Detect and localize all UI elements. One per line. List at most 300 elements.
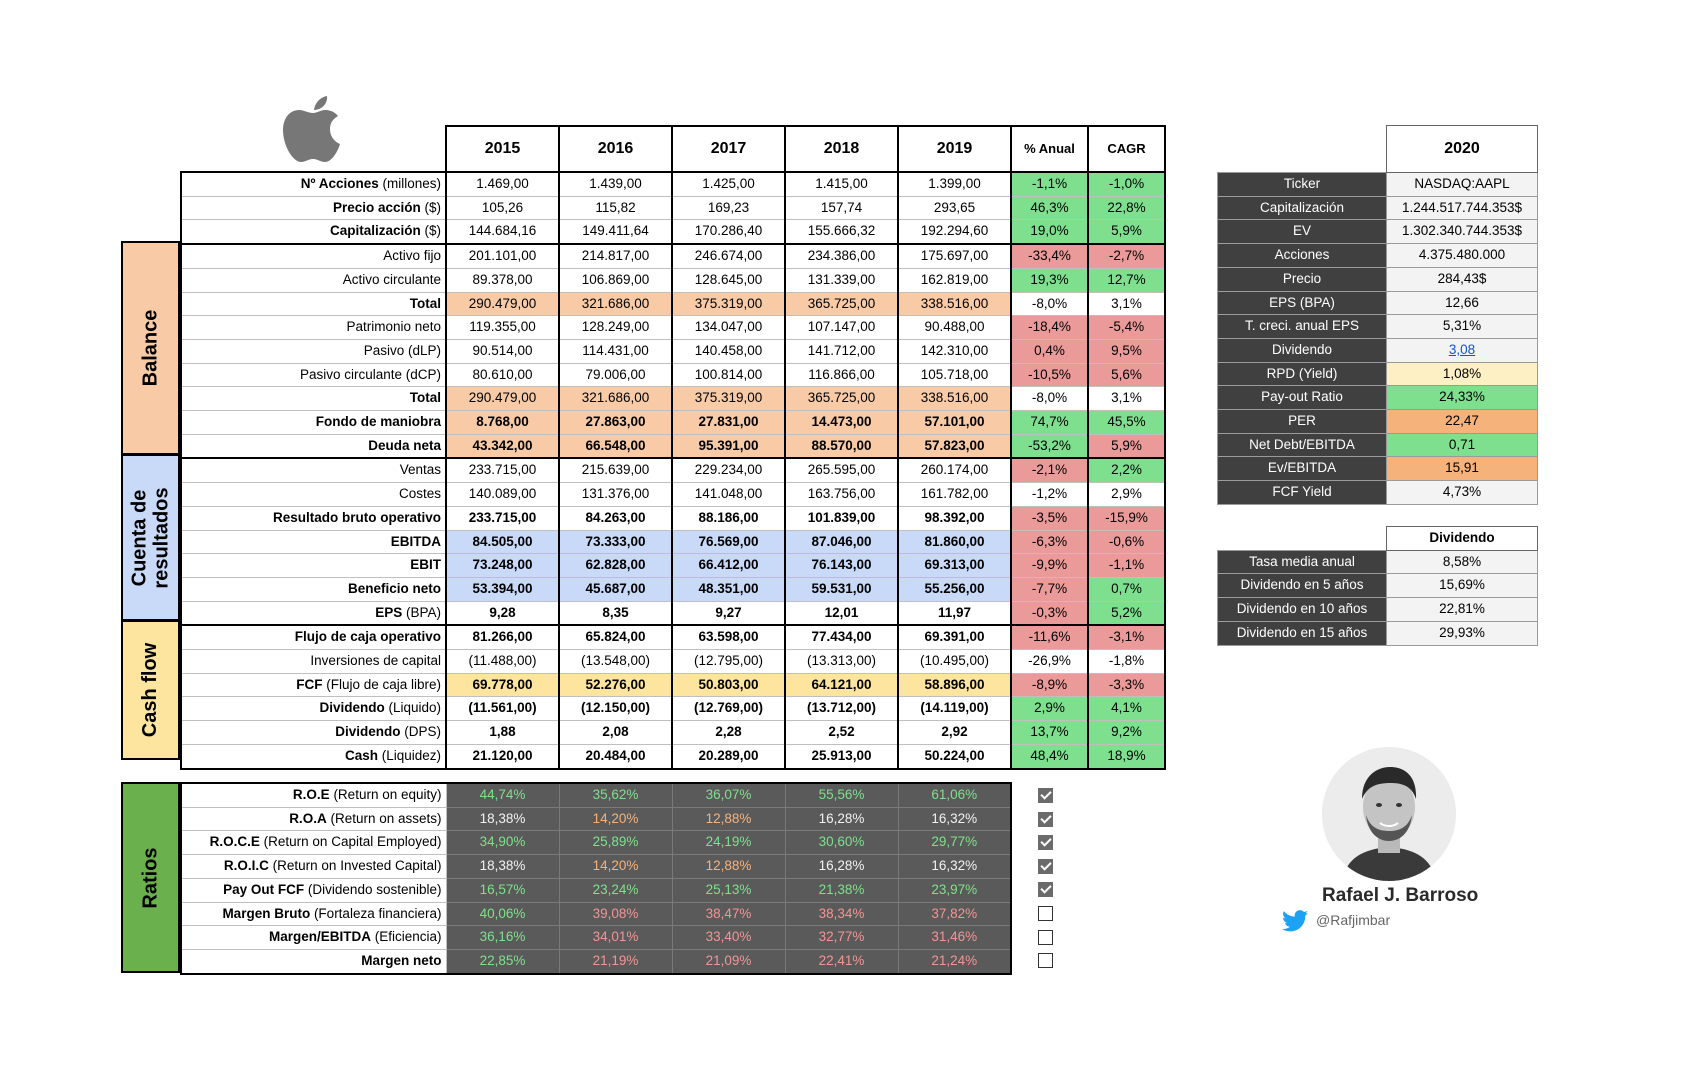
cagr-cell: 4,1% <box>1088 697 1165 721</box>
anual-cell: 74,7% <box>1011 411 1088 435</box>
value-cell: 43.342,00 <box>446 434 559 458</box>
summary-row <box>1218 410 1538 434</box>
table-row <box>181 411 1165 435</box>
value-cell: 162.819,00 <box>898 268 1011 292</box>
value-cell: 20.484,00 <box>559 744 672 768</box>
ratio-value: 35,62% <box>559 783 672 807</box>
value-cell: (12.769,00) <box>672 697 785 721</box>
value-cell: 25.913,00 <box>785 744 898 768</box>
ratio-label-main: R.O.A <box>289 810 327 826</box>
row-label <box>181 268 446 292</box>
row-label <box>181 292 446 316</box>
year-header: 2016 <box>559 126 672 172</box>
table-row <box>181 172 1165 196</box>
ratio-label-main: R.O.E <box>292 787 330 802</box>
ratio-value: 33,40% <box>672 926 785 950</box>
ratio-value: 34,90% <box>446 831 559 855</box>
ratio-checkbox[interactable] <box>1038 812 1053 827</box>
row-label-suffix: (Liquido) <box>384 700 441 716</box>
value-cell: 163.756,00 <box>785 483 898 507</box>
value-cell: 57.101,00 <box>898 411 1011 435</box>
value-cell: 157,74 <box>785 196 898 220</box>
summary-key: RPD (Yield) <box>1218 362 1387 386</box>
cagr-cell: -0,6% <box>1088 530 1165 554</box>
ratio-row <box>181 855 1011 879</box>
summary-row <box>1218 338 1538 362</box>
ratio-row <box>181 878 1011 902</box>
ratio-label <box>181 878 446 902</box>
cagr-cell: 18,9% <box>1088 744 1165 768</box>
ratio-value: 21,38% <box>785 878 898 902</box>
value-cell: 2,28 <box>672 721 785 745</box>
value-cell: 20.289,00 <box>672 744 785 768</box>
value-cell: 1,88 <box>446 721 559 745</box>
value-cell: 9,28 <box>446 601 559 625</box>
summary-value: 24,33% <box>1387 386 1538 410</box>
value-cell: 215.639,00 <box>559 458 672 482</box>
table-row <box>181 697 1165 721</box>
value-cell: 106.869,00 <box>559 268 672 292</box>
value-cell: 69.778,00 <box>446 673 559 697</box>
value-cell: (12.795,00) <box>672 650 785 674</box>
row-label-main: Precio acción <box>332 199 421 215</box>
dividend-value: 8,58% <box>1387 550 1538 574</box>
dividend-row <box>1218 621 1538 645</box>
ratio-label <box>181 926 446 950</box>
cagr-cell: 3,1% <box>1088 292 1165 316</box>
value-cell: 161.782,00 <box>898 483 1011 507</box>
dividend-link[interactable]: 3,08 <box>1387 338 1538 362</box>
value-cell: 65.824,00 <box>559 625 672 649</box>
row-label-main: Dividendo <box>335 724 401 740</box>
row-label-main: Activo fijo <box>383 248 441 264</box>
cagr-cell: 5,6% <box>1088 363 1165 387</box>
table-row <box>181 363 1165 387</box>
value-cell: (14.119,00) <box>898 697 1011 721</box>
row-label-main: Total <box>409 295 441 311</box>
anual-cell: 19,3% <box>1011 268 1088 292</box>
ratio-label <box>181 902 446 926</box>
anual-cell: 13,7% <box>1011 721 1088 745</box>
value-cell: 229.234,00 <box>672 458 785 482</box>
value-cell: 375.319,00 <box>672 292 785 316</box>
summary-key: Ticker <box>1218 173 1387 197</box>
value-cell: 365.725,00 <box>785 387 898 411</box>
row-label-main: EBIT <box>410 557 441 573</box>
value-cell: 192.294,60 <box>898 220 1011 244</box>
value-cell: (11.488,00) <box>446 650 559 674</box>
ratio-value: 12,88% <box>672 807 785 831</box>
value-cell: 290.479,00 <box>446 387 559 411</box>
row-label-main: Pasivo (dLP) <box>363 342 441 358</box>
value-cell: 81.266,00 <box>446 625 559 649</box>
ratio-checkbox[interactable] <box>1038 788 1053 803</box>
value-cell: 57.823,00 <box>898 434 1011 458</box>
author-name: Rafael J. Barroso <box>1322 885 1479 906</box>
ratio-row <box>181 949 1011 973</box>
ratio-row <box>181 807 1011 831</box>
anual-cell: -1,1% <box>1011 172 1088 196</box>
ratio-label <box>181 949 446 973</box>
value-cell: 80.610,00 <box>446 363 559 387</box>
summary-value: 4,73% <box>1387 481 1538 505</box>
table-row <box>181 625 1165 649</box>
row-label <box>181 220 446 244</box>
summary-row <box>1218 291 1538 315</box>
value-cell: 1.469,00 <box>446 172 559 196</box>
value-cell: 265.595,00 <box>785 458 898 482</box>
dividend-table <box>1217 526 1538 646</box>
ratio-checkbox[interactable] <box>1038 882 1053 897</box>
value-cell: (13.313,00) <box>785 650 898 674</box>
financial-table <box>180 125 1166 770</box>
summary-key: Net Debt/EBITDA <box>1218 433 1387 457</box>
row-label-main: Patrimonio neto <box>346 319 441 335</box>
value-cell: 14.473,00 <box>785 411 898 435</box>
table-row <box>181 196 1165 220</box>
value-cell: 246.674,00 <box>672 244 785 268</box>
row-label <box>181 363 446 387</box>
ratio-value: 18,38% <box>446 807 559 831</box>
value-cell: 233.715,00 <box>446 458 559 482</box>
value-cell: 90.514,00 <box>446 339 559 363</box>
row-label <box>181 483 446 507</box>
row-label <box>181 697 446 721</box>
summary-value: 22,47 <box>1387 410 1538 434</box>
ratio-value: 24,19% <box>672 831 785 855</box>
value-cell: 1.415,00 <box>785 172 898 196</box>
ratio-value: 44,74% <box>446 783 559 807</box>
ratio-value: 18,38% <box>446 855 559 879</box>
anual-cell: -9,9% <box>1011 554 1088 578</box>
value-cell: 321.686,00 <box>559 387 672 411</box>
cagr-cell: 12,7% <box>1088 268 1165 292</box>
value-cell: 76.143,00 <box>785 554 898 578</box>
anual-cell: -8,0% <box>1011 292 1088 316</box>
cagr-cell: -1,0% <box>1088 172 1165 196</box>
anual-cell: 19,0% <box>1011 220 1088 244</box>
ratio-label <box>181 831 446 855</box>
value-cell: 45.687,00 <box>559 577 672 601</box>
value-cell: 338.516,00 <box>898 292 1011 316</box>
row-label-main: Nº Acciones <box>300 176 379 191</box>
value-cell: 76.569,00 <box>672 530 785 554</box>
ratio-label-main: R.O.C.E <box>209 834 260 850</box>
ratio-value: 21,24% <box>898 949 1011 973</box>
summary-value: 284,43$ <box>1387 267 1538 291</box>
summary-row <box>1218 457 1538 481</box>
row-label <box>181 172 446 196</box>
ratio-value: 25,89% <box>559 831 672 855</box>
row-label <box>181 577 446 601</box>
summary-value: 12,66 <box>1387 291 1538 315</box>
anual-cell: -26,9% <box>1011 650 1088 674</box>
row-label-main: Ventas <box>399 462 441 478</box>
value-cell: 90.488,00 <box>898 316 1011 340</box>
dividend-value: 15,69% <box>1387 574 1538 598</box>
dividend-header: Dividendo <box>1387 527 1538 551</box>
value-cell: 95.391,00 <box>672 434 785 458</box>
row-label <box>181 721 446 745</box>
table-row <box>181 673 1165 697</box>
value-cell: 69.313,00 <box>898 554 1011 578</box>
summary-key: Precio <box>1218 267 1387 291</box>
anual-cell: -8,9% <box>1011 673 1088 697</box>
summary-row <box>1218 386 1538 410</box>
value-cell: 11,97 <box>898 601 1011 625</box>
table-row <box>181 268 1165 292</box>
ratio-checkbox[interactable] <box>1038 930 1053 945</box>
value-cell: 12,01 <box>785 601 898 625</box>
row-label <box>181 387 446 411</box>
row-label-main: Total <box>409 390 441 406</box>
summary-row <box>1218 433 1538 457</box>
ratio-value: 23,24% <box>559 878 672 902</box>
row-label <box>181 601 446 625</box>
row-label-main: Inversiones de capital <box>310 653 441 669</box>
anual-cell: 48,4% <box>1011 744 1088 768</box>
anual-cell: -6,3% <box>1011 530 1088 554</box>
ratio-label-suffix: (Return on Invested Capital) <box>268 858 442 874</box>
dividend-row <box>1218 550 1538 574</box>
value-cell: 128.249,00 <box>559 316 672 340</box>
summary-key: FCF Yield <box>1218 481 1387 505</box>
cagr-cell: 5,2% <box>1088 601 1165 625</box>
cagr-cell: -3,3% <box>1088 673 1165 697</box>
ratio-label <box>181 807 446 831</box>
summary-key: EV <box>1218 220 1387 244</box>
ratio-label-main: Margen Bruto <box>222 905 311 921</box>
dividend-key: Dividendo en 10 años <box>1218 598 1387 622</box>
cagr-cell: 5,9% <box>1088 434 1165 458</box>
table-row <box>181 244 1165 268</box>
ratio-checkbox[interactable] <box>1038 906 1053 921</box>
summary-key: Capitalización <box>1218 196 1387 220</box>
table-row <box>181 434 1165 458</box>
ratio-value: 34,01% <box>559 926 672 950</box>
value-cell: 134.047,00 <box>672 316 785 340</box>
ratio-label-suffix: (Dividendo sostenible) <box>304 881 442 897</box>
value-cell: 107.147,00 <box>785 316 898 340</box>
cagr-cell: 9,2% <box>1088 721 1165 745</box>
ratio-value: 16,28% <box>785 855 898 879</box>
ratio-value: 21,09% <box>672 949 785 973</box>
ratio-value: 22,41% <box>785 949 898 973</box>
value-cell: 1.425,00 <box>672 172 785 196</box>
row-label-main: Flujo de caja operativo <box>294 629 441 645</box>
value-cell: 155.666,32 <box>785 220 898 244</box>
value-cell: 100.814,00 <box>672 363 785 387</box>
row-label <box>181 316 446 340</box>
value-cell: 115,82 <box>559 196 672 220</box>
value-cell: 170.286,40 <box>672 220 785 244</box>
value-cell: 119.355,00 <box>446 316 559 340</box>
ratio-label-main: R.O.I.C <box>223 858 269 874</box>
row-label-main: EBITDA <box>390 533 441 549</box>
ratio-value: 32,77% <box>785 926 898 950</box>
value-cell: 234.386,00 <box>785 244 898 268</box>
ratio-checkbox[interactable] <box>1038 953 1053 968</box>
table-row <box>181 292 1165 316</box>
summary-header-spacer <box>1218 126 1387 173</box>
section-resultados <box>121 454 180 621</box>
author-handle[interactable]: @Rafjimbar <box>1316 912 1391 928</box>
value-cell: 73.333,00 <box>559 530 672 554</box>
value-cell: 128.645,00 <box>672 268 785 292</box>
year-header: 2017 <box>672 126 785 172</box>
cagr-cell: 3,1% <box>1088 387 1165 411</box>
ratio-label-suffix: (Return on equity) <box>329 787 442 802</box>
ratio-value: 16,28% <box>785 807 898 831</box>
ratio-label <box>181 855 446 879</box>
dividend-header-spacer <box>1218 527 1387 551</box>
section-resultados-label: Cuenta de resultados <box>128 486 173 589</box>
summary-value: 1.244.517.744.353$ <box>1387 196 1538 220</box>
ratios-table <box>180 782 1012 975</box>
value-cell: 84.505,00 <box>446 530 559 554</box>
summary-row <box>1218 362 1538 386</box>
dividend-key: Dividendo en 5 años <box>1218 574 1387 598</box>
row-label-main: Costes <box>398 486 441 502</box>
row-label-main: FCF <box>296 676 323 692</box>
dividend-key: Dividendo en 15 años <box>1218 621 1387 645</box>
value-cell: 290.479,00 <box>446 292 559 316</box>
value-cell: 321.686,00 <box>559 292 672 316</box>
summary-row <box>1218 481 1538 505</box>
value-cell: 84.263,00 <box>559 506 672 530</box>
row-label <box>181 744 446 768</box>
value-cell: (12.150,00) <box>559 697 672 721</box>
value-cell: 77.434,00 <box>785 625 898 649</box>
author-avatar <box>1322 747 1456 881</box>
anual-cell: -18,4% <box>1011 316 1088 340</box>
table-row <box>181 530 1165 554</box>
ratio-value: 37,82% <box>898 902 1011 926</box>
cagr-cell: -3,1% <box>1088 625 1165 649</box>
value-cell: 2,52 <box>785 721 898 745</box>
row-label-main: Capitalización <box>329 223 421 239</box>
value-cell: 89.378,00 <box>446 268 559 292</box>
ratio-value: 22,85% <box>446 949 559 973</box>
summary-year: 2020 <box>1387 126 1538 173</box>
value-cell: 116.866,00 <box>785 363 898 387</box>
row-label <box>181 673 446 697</box>
section-balance: Balance <box>121 241 180 455</box>
value-cell: 50.224,00 <box>898 744 1011 768</box>
ratio-value: 30,60% <box>785 831 898 855</box>
row-label-main: Resultado bruto operativo <box>272 509 441 525</box>
section-cashflow: Cash flow <box>121 620 180 760</box>
value-cell: 175.697,00 <box>898 244 1011 268</box>
year-header: 2019 <box>898 126 1011 172</box>
ratio-value: 36,16% <box>446 926 559 950</box>
ratio-checkbox[interactable] <box>1038 835 1053 850</box>
value-cell: 98.392,00 <box>898 506 1011 530</box>
summary-key: T. creci. anual EPS <box>1218 315 1387 339</box>
summary-key: PER <box>1218 410 1387 434</box>
ratio-label-suffix: (Eficiencia) <box>370 929 442 945</box>
value-cell: 55.256,00 <box>898 577 1011 601</box>
value-cell: 63.598,00 <box>672 625 785 649</box>
ratio-label-suffix: (Fortaleza financiera) <box>310 905 442 921</box>
cagr-cell: -15,9% <box>1088 506 1165 530</box>
row-label-main: Pasivo circulante (dCP) <box>299 366 441 382</box>
table-row <box>181 744 1165 768</box>
value-cell: 144.684,16 <box>446 220 559 244</box>
table-row <box>181 506 1165 530</box>
ratio-value: 21,19% <box>559 949 672 973</box>
value-cell: 27.863,00 <box>559 411 672 435</box>
value-cell: 66.548,00 <box>559 434 672 458</box>
table-row <box>181 721 1165 745</box>
value-cell: 142.310,00 <box>898 339 1011 363</box>
ratio-value: 40,06% <box>446 902 559 926</box>
value-cell: 81.860,00 <box>898 530 1011 554</box>
ratio-value: 55,56% <box>785 783 898 807</box>
value-cell: 2,92 <box>898 721 1011 745</box>
ratio-value: 25,13% <box>672 878 785 902</box>
ratio-value: 38,47% <box>672 902 785 926</box>
anual-cell: 2,9% <box>1011 697 1088 721</box>
value-cell: 201.101,00 <box>446 244 559 268</box>
header-spacer <box>181 126 446 172</box>
ratio-value: 36,07% <box>672 783 785 807</box>
table-row <box>181 458 1165 482</box>
row-label <box>181 339 446 363</box>
cagr-cell: 9,5% <box>1088 339 1165 363</box>
ratio-checkbox[interactable] <box>1038 859 1053 874</box>
cagr-cell: -1,8% <box>1088 650 1165 674</box>
ratio-value: 14,20% <box>559 807 672 831</box>
value-cell: 48.351,00 <box>672 577 785 601</box>
summary-table <box>1217 125 1538 505</box>
row-label <box>181 411 446 435</box>
table-row <box>181 387 1165 411</box>
row-label-suffix: ($) <box>420 223 441 239</box>
dividend-value: 22,81% <box>1387 598 1538 622</box>
cagr-cell: 45,5% <box>1088 411 1165 435</box>
summary-row <box>1218 173 1538 197</box>
row-label <box>181 506 446 530</box>
anual-cell: -53,2% <box>1011 434 1088 458</box>
cagr-header: CAGR <box>1088 126 1165 172</box>
value-cell: 149.411,64 <box>559 220 672 244</box>
cagr-cell: 0,7% <box>1088 577 1165 601</box>
row-label-main: Beneficio neto <box>347 580 441 596</box>
dividend-row <box>1218 598 1538 622</box>
row-label <box>181 458 446 482</box>
value-cell: 88.570,00 <box>785 434 898 458</box>
value-cell: 140.089,00 <box>446 483 559 507</box>
row-label-suffix: ($) <box>420 199 441 215</box>
value-cell: 2,08 <box>559 721 672 745</box>
anual-header: % Anual <box>1011 126 1088 172</box>
cagr-cell: 22,8% <box>1088 196 1165 220</box>
summary-key: Acciones <box>1218 244 1387 268</box>
table-row <box>181 650 1165 674</box>
dividend-key: Tasa media anual <box>1218 550 1387 574</box>
anual-cell: 0,4% <box>1011 339 1088 363</box>
ratio-label-suffix: (Return on assets) <box>326 810 442 826</box>
row-label <box>181 434 446 458</box>
row-label-suffix: (Liquidez) <box>377 747 441 763</box>
year-header: 2015 <box>446 126 559 172</box>
row-label <box>181 554 446 578</box>
value-cell: 233.715,00 <box>446 506 559 530</box>
cagr-cell: 2,9% <box>1088 483 1165 507</box>
ratio-value: 16,57% <box>446 878 559 902</box>
value-cell: 105,26 <box>446 196 559 220</box>
